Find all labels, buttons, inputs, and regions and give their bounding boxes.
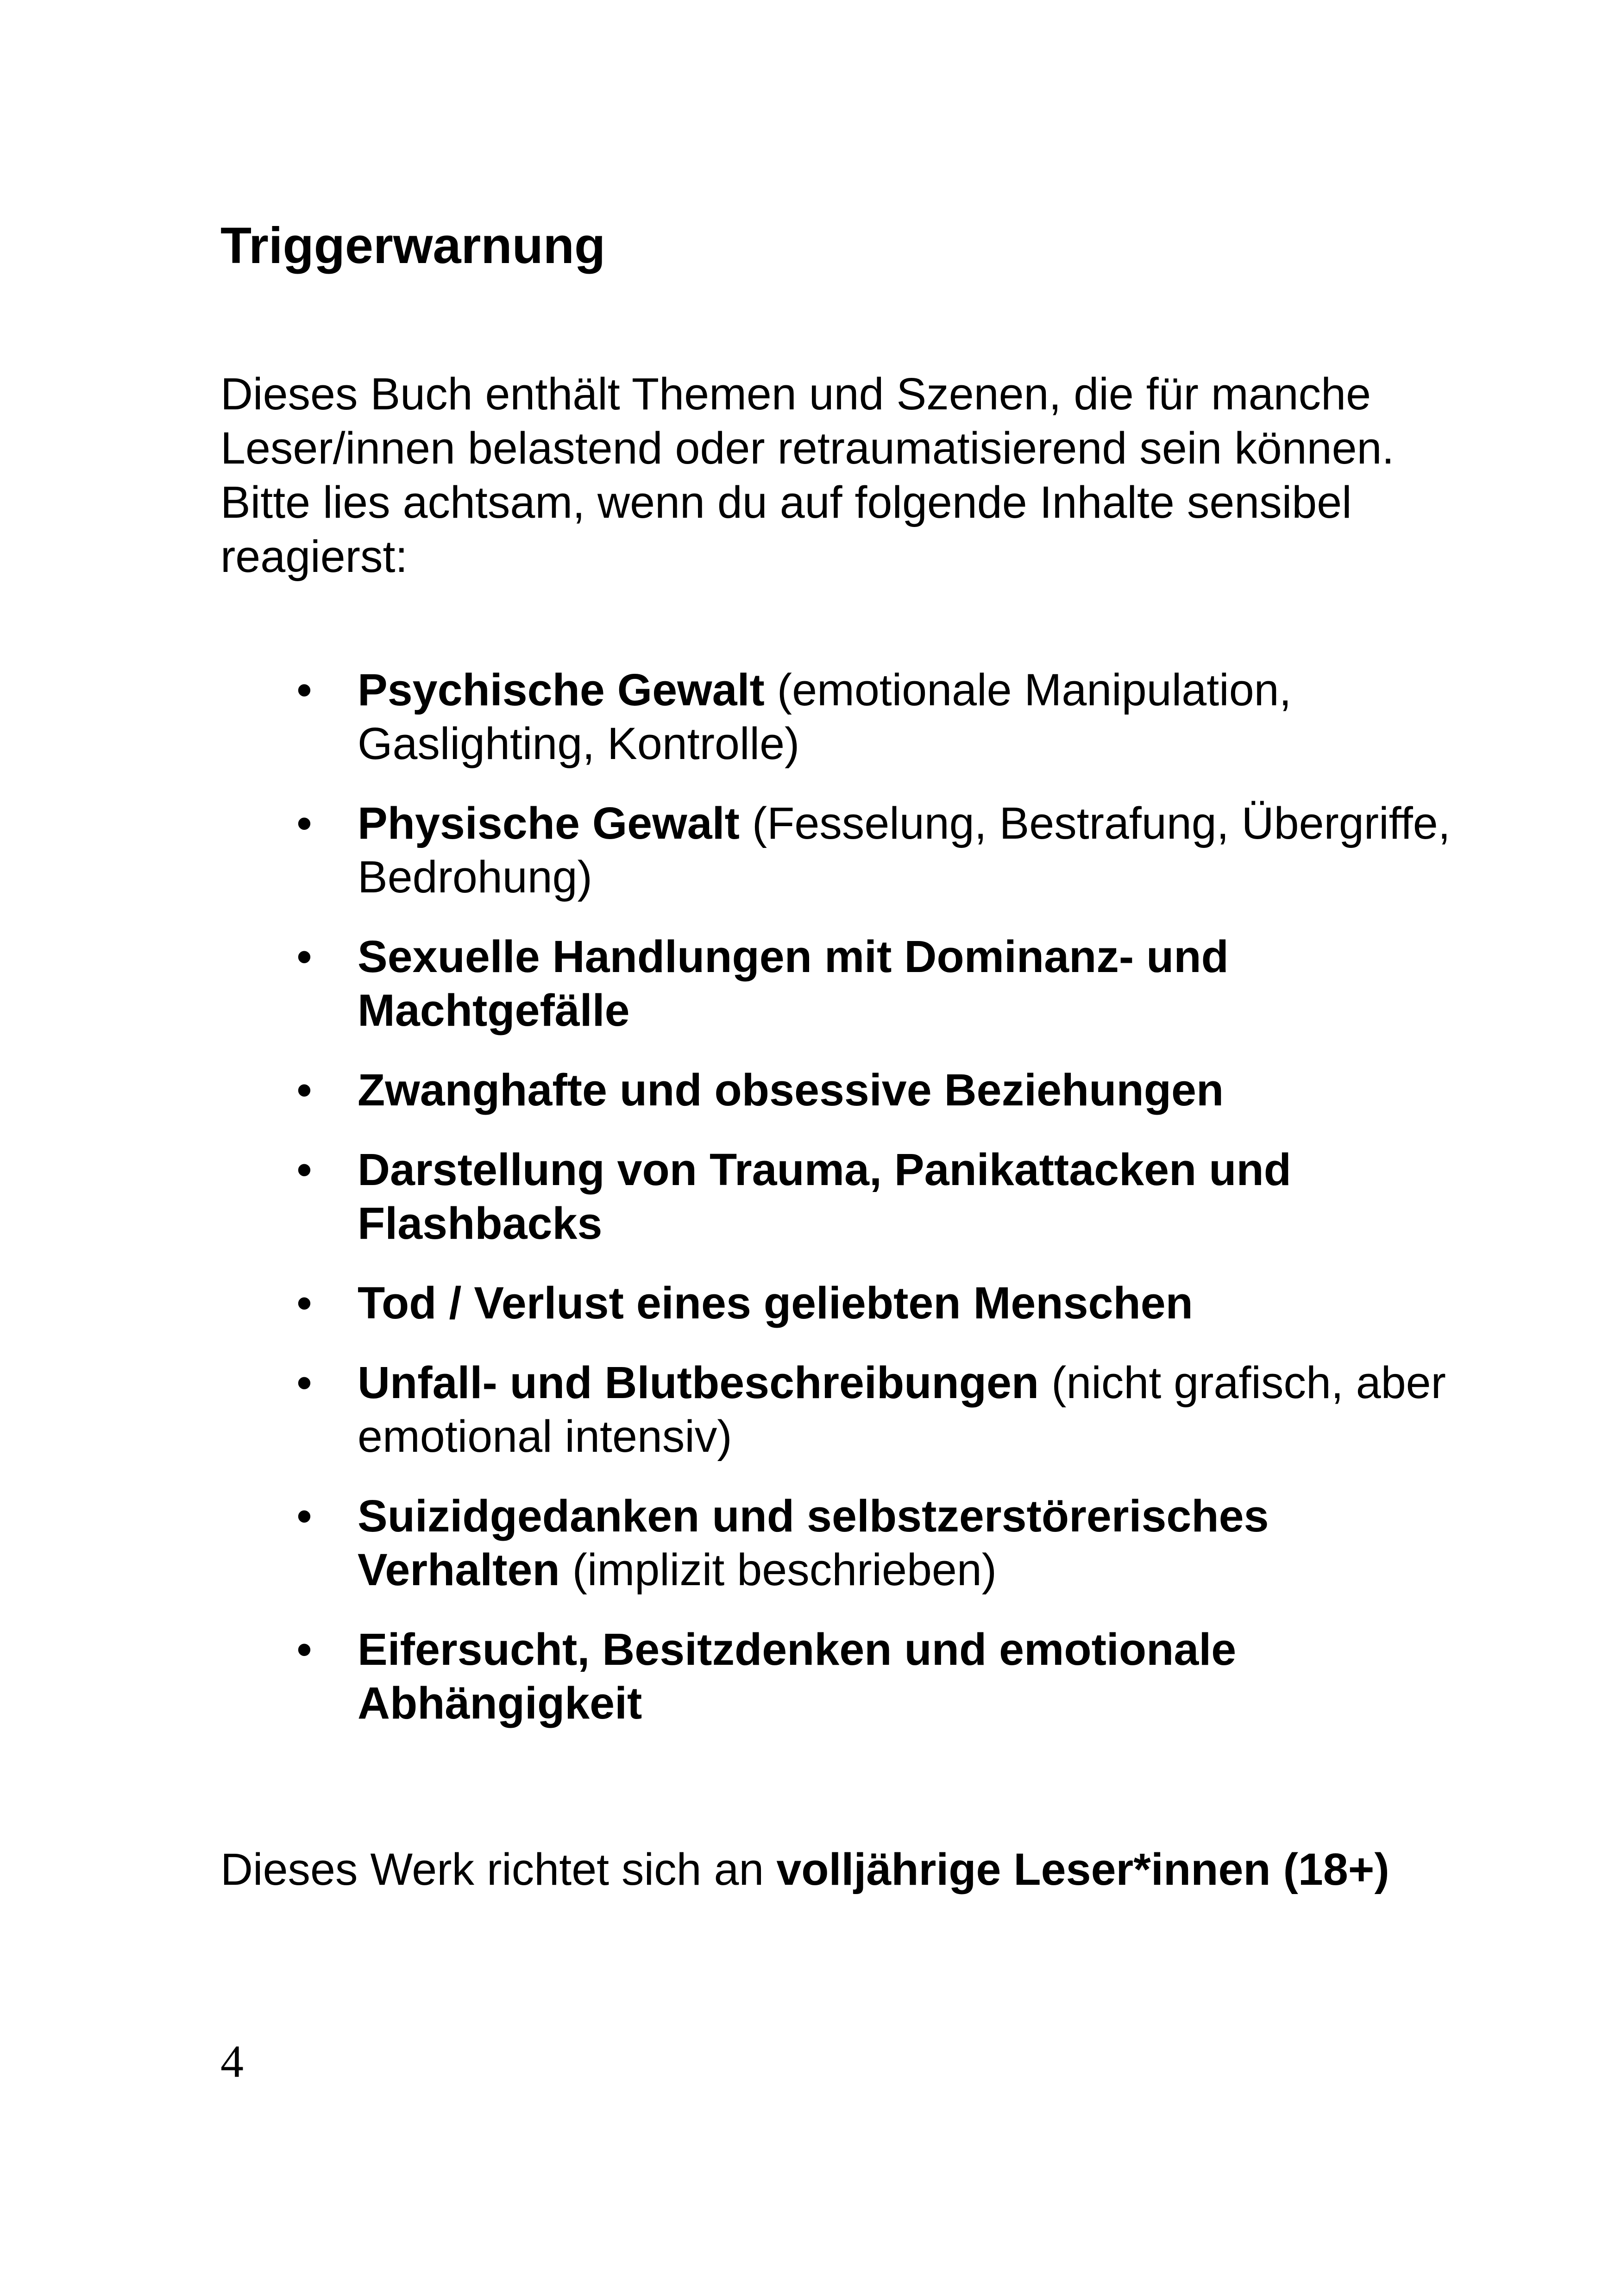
page-title: Triggerwarnung [220, 217, 606, 274]
trigger-item-heading: Sexuelle Handlungen mit Dominanz- und Machtgefälle [358, 931, 1229, 1035]
page-number: 4 [220, 2036, 244, 2087]
trigger-item-detail: (implizit beschrieben) [559, 1544, 997, 1595]
bullet-icon: • [296, 798, 312, 848]
trigger-item-sexuelle-handlungen [296, 930, 1464, 1037]
bullet-icon: • [296, 1144, 312, 1195]
trigger-item-heading: Unfall- und Blutbeschreibungen [358, 1357, 1039, 1408]
trigger-item-detail: (Fesselung, Bestrafung, Übergriffe, Bedrohung) [358, 798, 1451, 902]
bullet-icon: • [296, 1065, 312, 1115]
trigger-item-detail: (emotionale Manipulation, Gaslighting, Kontrolle) [358, 665, 1292, 769]
bullet-icon: • [296, 931, 312, 982]
trigger-item-suizidgedanken [296, 1489, 1464, 1597]
trigger-item-unfall-blut [296, 1356, 1464, 1463]
audience-notice-text: Dieses Werk richtet sich an [220, 1844, 777, 1895]
trigger-item-tod-verlust [296, 1276, 1464, 1330]
intro-line-1: Dieses Buch enthält Themen und Szenen, die für manche Leser/innen belastend oder retraumatisierend sein können. [220, 369, 1395, 473]
trigger-item-detail: (nicht grafisch, aber emotional intensiv) [358, 1357, 1446, 1462]
audience-age-rating: volljährige Leser*innen (18+) [776, 1844, 1389, 1895]
bullet-icon: • [296, 1491, 312, 1541]
trigger-item-heading: Eifersucht, Besitzdenken und emotionale Abhängigkeit [358, 1624, 1237, 1728]
trigger-item-heading: Zwanghafte und obsessive Beziehungen [358, 1065, 1224, 1115]
trigger-item-heading: Physische Gewalt [358, 798, 740, 848]
audience-notice [220, 1842, 1443, 1896]
intro-paragraph [220, 367, 1443, 583]
intro-line-2: Bitte lies achtsam, wenn du auf folgende Inhalte sensibel reagierst: [220, 477, 1352, 582]
trigger-item-trauma [296, 1143, 1464, 1250]
bullet-icon: • [296, 665, 312, 715]
trigger-item-heading: Tod / Verlust eines geliebten Menschen [358, 1278, 1193, 1328]
trigger-item-eifersucht [296, 1623, 1464, 1730]
trigger-item-heading: Suizidgedanken und selbstzerstörerisches Verhalten [358, 1491, 1269, 1595]
trigger-item-physische-gewalt [296, 797, 1464, 904]
trigger-item-zwanghafte-beziehungen [296, 1063, 1464, 1117]
trigger-item-heading: Psychische Gewalt [358, 665, 765, 715]
bullet-icon: • [296, 1278, 312, 1328]
bullet-icon: • [296, 1357, 312, 1408]
trigger-item-heading: Darstellung von Trauma, Panikattacken und Flashbacks [358, 1144, 1291, 1248]
trigger-list [296, 663, 1464, 1756]
trigger-item-psychische-gewalt [296, 663, 1464, 771]
bullet-icon: • [296, 1624, 312, 1675]
